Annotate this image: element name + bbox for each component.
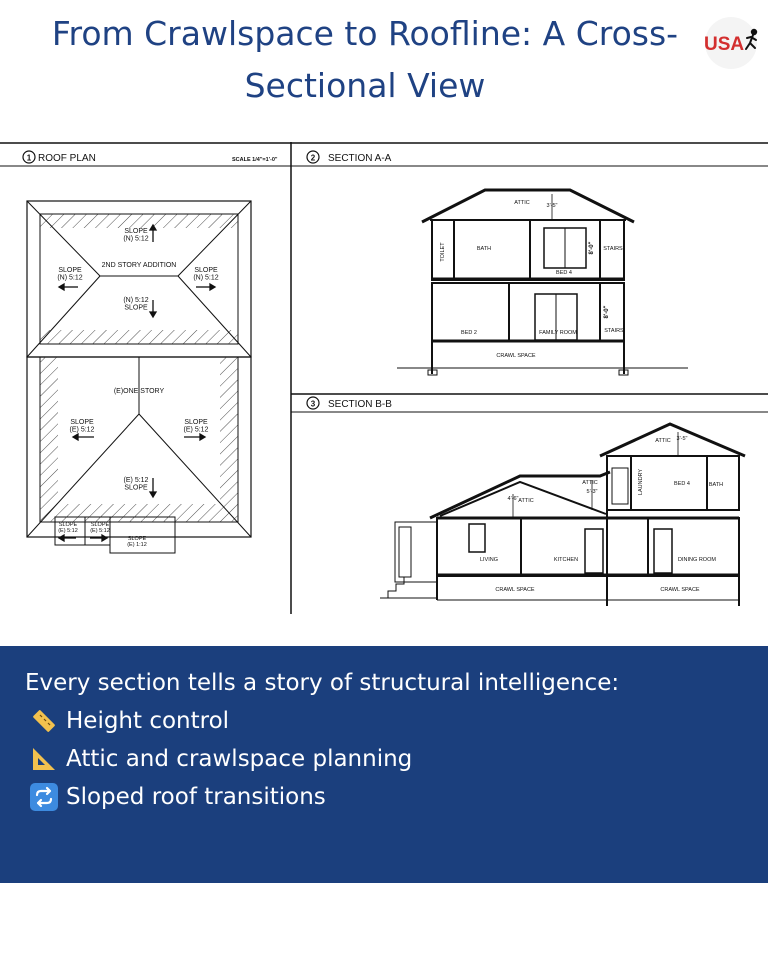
triangular-ruler-icon (30, 745, 58, 773)
svg-text:LIVING: LIVING (479, 557, 499, 563)
svg-text:ATTIC: ATTIC (518, 498, 534, 504)
svg-text:SLOPE(N) 5:12: SLOPE (N) 5:12 (123, 228, 149, 243)
svg-text:5'-3": 5'-3" (586, 489, 598, 495)
svg-text:CRAWL SPACE: CRAWL SPACE (496, 353, 536, 359)
svg-text:SLOPE(E) 5:12: SLOPE (E) 5:12 (183, 419, 209, 434)
svg-text:SLOPE(E) 5:12: SLOPE (E) 5:12 (58, 522, 78, 534)
section-b-heading: SECTION B-B (328, 399, 392, 410)
caption-panel (0, 646, 768, 883)
page-title: From Crawlspace to Roofline: A Cross-Sectional View (51, 14, 679, 105)
svg-text:(E)ONE STORY: (E)ONE STORY (113, 388, 165, 395)
svg-text:STAIRS: STAIRS (603, 246, 623, 252)
section-a-a (307, 151, 688, 375)
roof-plan-heading: ROOF PLAN (38, 153, 96, 164)
svg-text:BED 2: BED 2 (461, 330, 477, 336)
svg-text:BED 4: BED 4 (556, 270, 572, 276)
svg-text:BED 4: BED 4 (674, 481, 690, 487)
svg-text:SLOPE(N) 5:12: SLOPE (N) 5:12 (57, 267, 83, 282)
svg-text:(N) 5:12SLOPE: (N) 5:12 SLOPE (123, 297, 149, 312)
svg-text:2: 2 (310, 153, 316, 163)
svg-text:2ND STORY ADDITION: 2ND STORY ADDITION (101, 262, 177, 269)
roof-plan (23, 151, 278, 553)
svg-text:3: 3 (310, 399, 316, 409)
svg-text:FAMILY ROOM: FAMILY ROOM (539, 330, 577, 336)
section-b-b (307, 397, 745, 606)
svg-text:TOILET: TOILET (440, 242, 446, 262)
bullet-text: Height control (66, 708, 230, 734)
svg-text:USA (704, 34, 744, 55)
svg-text:ATTIC: ATTIC (514, 200, 530, 206)
svg-text:CRAWL SPACE: CRAWL SPACE (660, 587, 700, 593)
svg-text:KITCHEN: KITCHEN (553, 557, 579, 563)
repeat-arrows-icon (30, 783, 58, 811)
svg-text:3'-5": 3'-5" (676, 436, 688, 442)
svg-text:STAIRS: STAIRS (604, 328, 624, 334)
ruler-icon (30, 707, 58, 735)
svg-text:(E) 5:12SLOPE: (E) 5:12 SLOPE (123, 477, 149, 492)
svg-text:SLOPE(E) 5:12: SLOPE (E) 5:12 (69, 419, 95, 434)
svg-text:ATTIC: ATTIC (655, 438, 671, 444)
svg-text:SLOPE(N) 5:12: SLOPE (N) 5:12 (193, 267, 219, 282)
svg-text:8'-0": 8'-0" (604, 305, 610, 319)
roof-plan-scale: SCALE 1/4"=1'-0" (232, 157, 278, 163)
svg-text:CRAWL SPACE: CRAWL SPACE (495, 587, 535, 593)
svg-text:4'-6": 4'-6" (507, 496, 519, 502)
svg-text:ATTIC: ATTIC (582, 480, 598, 486)
svg-text:LAUNDRY: LAUNDRY (638, 468, 644, 496)
svg-text:1: 1 (26, 153, 32, 163)
bullet-attic-crawlspace (30, 744, 412, 774)
section-a-heading: SECTION A-A (328, 153, 392, 164)
svg-text:DINING ROOM: DINING ROOM (678, 557, 716, 563)
usa-logo (700, 16, 762, 70)
bullet-text: Sloped roof transitions (66, 784, 326, 810)
bullet-roof-transitions (30, 782, 326, 812)
bullet-text: Attic and crawlspace planning (66, 746, 413, 772)
svg-text:SLOPE(E) 5:12: SLOPE (E) 5:12 (90, 522, 110, 534)
svg-text:SLOPE(E) 1:12: SLOPE (E) 1:12 (127, 536, 147, 548)
caption-intro: Every section tells a story of structural intelligence: (25, 670, 620, 696)
svg-text:8'-0": 8'-0" (589, 241, 595, 255)
logo-text: USA (704, 34, 745, 55)
svg-text:3'-5": 3'-5" (546, 203, 558, 209)
svg-text:BATH: BATH (476, 246, 492, 252)
bullet-height-control (30, 706, 229, 736)
svg-text:BATH: BATH (708, 482, 724, 488)
architectural-drawing (0, 142, 768, 614)
